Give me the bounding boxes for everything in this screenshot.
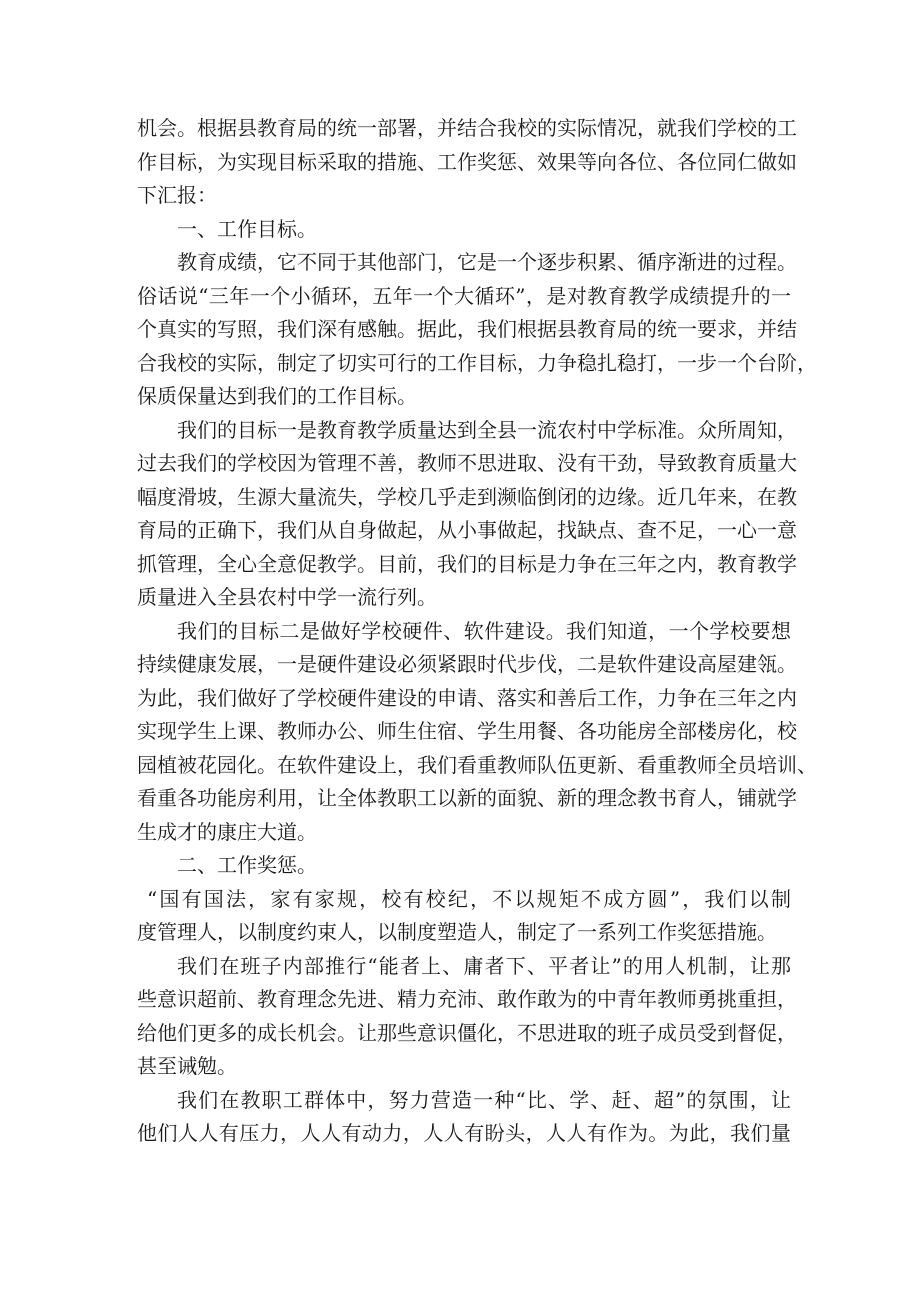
document-body [137,112,817,1151]
text-line: 保质保量达到我们的工作目标。 [137,384,417,408]
text-line: 实现学生上课、教师办公、师生住宿、学生用餐、各功能房全部楼房化，校 [137,719,797,743]
text-line: 园植被花园化。在软件建设上，我们看重教师队伍更新、看重教师全员培训、 [137,752,817,777]
text-line: 些意识超前、教育理念先进、精力充沛、敢作敢为的中青年教师勇挑重担， [137,987,797,1011]
text-line: 甚至诫勉。 [137,1054,237,1078]
text-line: 合我校的实际，制定了切实可行的工作目标，力争稳扎稳打，一步一个台阶， [137,350,817,375]
text-line: 为此，我们做好了学校硬件建设的申请、落实和善后工作，力争在三年之内 [137,685,797,710]
text-line: 生成才的康庄大道。 [137,819,317,844]
text-line: 作目标，为实现目标采取的措施、工作奖惩、效果等向各位、各位同仁做如 [137,149,797,174]
text-line: 质量进入全县农村中学一流行列。 [137,585,437,609]
text-line: 二、工作奖惩。 [177,853,317,877]
text-line: 个真实的写照，我们深有感触。据此，我们根据县教育局的统一要求，并结 [137,317,797,341]
text-line: 育局的正确下，我们从自身做起，从小事做起，找缺点、查不足，一心一意 [137,518,797,542]
text-line: 给他们更多的成长机会。让那些意识僵化，不思进取的班子成员受到督促， [137,1020,797,1045]
text-line: 我们的目标一是教育教学质量达到全县一流农村中学标准。众所周知， [177,417,797,442]
text-line: 我们在教职工群体中，努力营造一种“比、学、赶、超”的氛围，让 [177,1087,791,1112]
text-line: 我们的目标二是做好学校硬件、软件建设。我们知道，一个学校要想 [177,618,791,643]
text-line: 幅度滑坡，生源大量流失，学校几乎走到濒临倒闭的边缘。近几年来，在教 [137,484,797,509]
text-line: 一、工作目标。 [177,216,317,241]
text-line: 下汇报： [137,183,217,207]
text-line: 抓管理，全心全意促教学。目前，我们的目标是力争在三年之内，教育教学 [137,551,797,576]
text-line: 看重各功能房利用，让全体教职工以新的面貌、新的理念教书育人，铺就学 [137,786,797,810]
text-line: 他们人人有压力，人人有动力，人人有盼头，人人有作为。为此，我们量 [137,1121,791,1145]
text-line: 度管理人，以制度约束人，以制度塑造人，制定了一系列工作奖惩措施。 [137,920,777,944]
text-line: 过去我们的学校因为管理不善，教师不思进取、没有干劲，导致教育质量大 [137,451,797,475]
text-line: 俗话说“三年一个小循环，五年一个大循环”，是对教育教学成绩提升的一 [137,283,791,308]
text-line: 教育成绩，它不同于其他部门，它是一个逐步积累、循序渐进的过程。 [177,250,797,274]
text-line: 持续健康发展，一是硬件建设必须紧跟时代步伐，二是软件建设高屋建瓴。 [137,652,797,676]
text-line: 机会。根据县教育局的统一部署，并结合我校的实际情况，就我们学校的工 [137,116,797,140]
text-line: 我们在班子内部推行“能者上、庸者下、平者让”的用人机制，让那 [177,953,791,978]
text-line: “国有国法，家有家规，校有校纪，不以规矩不成方圆”，我们以制 [147,886,791,911]
